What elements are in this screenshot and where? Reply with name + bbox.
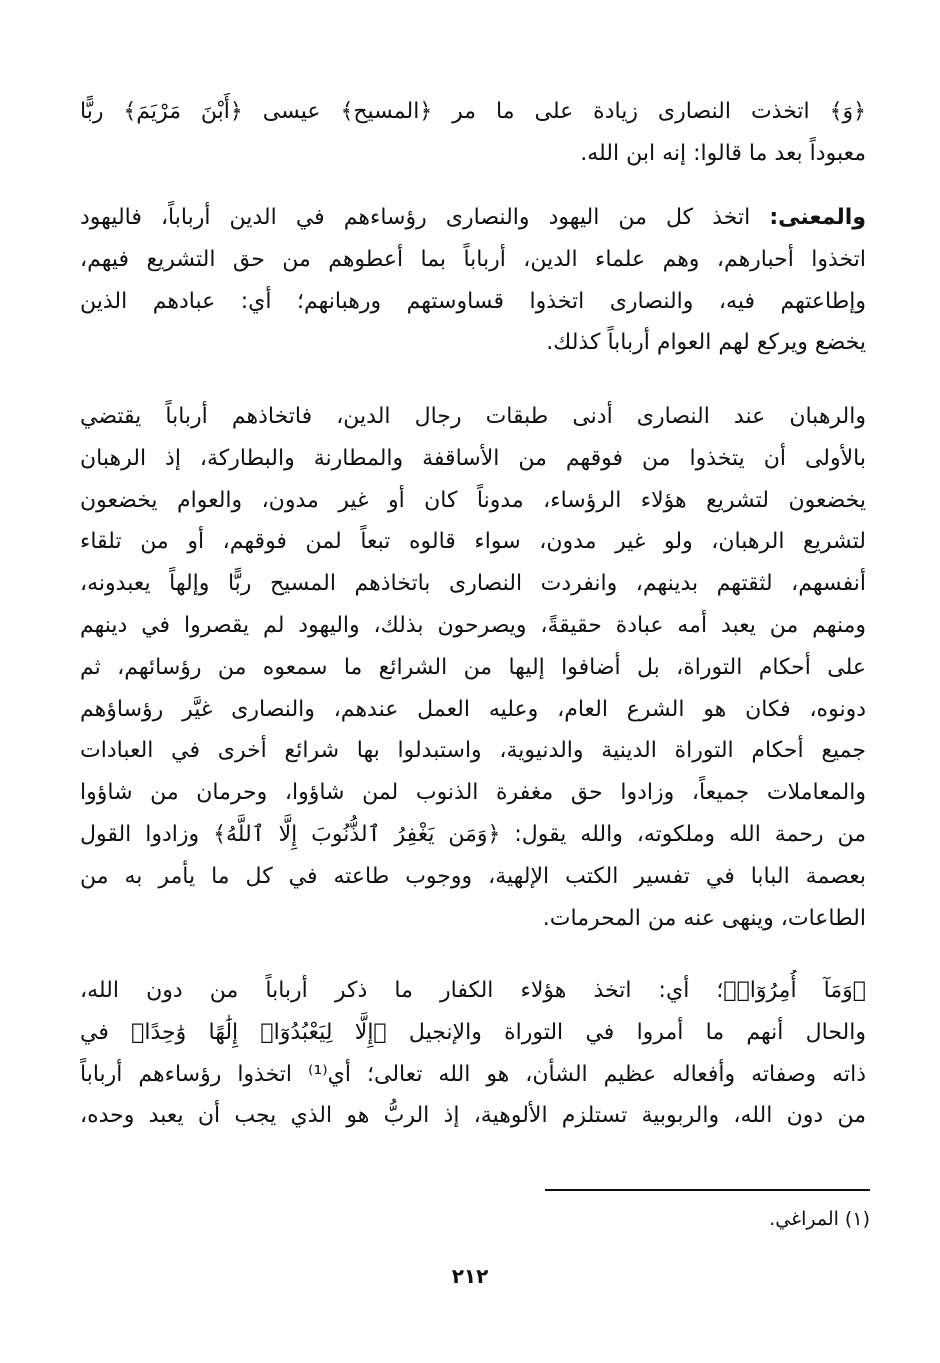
text-line: ﴿وَمَآ أُمِرُوٓا۟﴾؛ أي: اتخذ هؤلاء الكفار ما ذكر أرباباً من دون الله، [80,978,866,1003]
text-line: الطاعات، وينهى عنه من المحرمات. [542,905,866,931]
text-line: والرهبان عند النصارى أدنى طبقات رجال الدين، فاتخاذهم أرباباً يقتضي [80,404,866,429]
text-line: ومنهم من يعبد أمه عبادة حقيقةً، ويصرحون بذلك، واليهود لم يقصروا في دينهم [80,612,866,638]
footnote-divider [545,1189,870,1191]
text-line: دونوه، فكان هو الشرع العام، وعليه العمل عندهم، والنصارى غيَّر رؤساؤهم [80,696,866,722]
text-line: اتخذوا أحبارهم، وهم علماء الدين، أرباباً بما أعطوهم من حق التشريع فيهم، [80,246,866,272]
text-line: ذاته وصفاته وأفعاله عظيم الشأن، هو الله تعالى؛ أي⁽¹⁾ اتخذوا رؤساءهم أرباباً [80,1061,866,1087]
text-line: لتشريع الرهبان، ولو غير مدون، سواء قالوه تبعاً لمن فوقهم، أو من تلقاء [80,529,866,555]
text-line: على أحكام التوراة، بل أضافوا إليها من الشرائع ما سمعوه من رؤسائهم، ثم [80,654,866,680]
text-line: يخضعون لتشريع هؤلاء الرؤساء، مدوناً كان أو غير مدون، والعوام يخضعون [80,487,866,513]
paragraph-4 [80,970,866,1137]
text-line: والمعاملات جميعاً، وزادوا حق مغفرة الذنوب لمن شاؤوا، وحرمان من شاؤوا [80,780,866,806]
footnote: (١) المراغي. [769,1208,870,1230]
text-line: وإطاعتهم فيه، والنصارى اتخذوا قساوستهم ورهبانهم؛ أي: عبادهم الذين [80,288,866,314]
page-number: ٢١٢ [451,1264,489,1288]
text-line: والحال أنهم ما أمروا في التوراة والإنجيل ﴿إِلَّا لِيَعْبُدُوٓا۟ إِلَٰهًا وَٰحِدًا﴾ في [80,1019,866,1045]
text-line: يخضع ويركع لهم العوام أرباباً كذلك. [546,330,866,356]
text-line: بالأولى أن يتخذوا من فوقهم من الأساقفة والمطارنة والبطاركة، إذ الرهبان [80,445,866,471]
text-line: معبوداً بعد ما قالوا: إنه ابن الله. [580,140,866,166]
text-run: اتخذ كل من اليهود والنصارى رؤساءهم في الدين أرباباً، فاليهود [80,205,770,230]
text-line: جميع أحكام التوراة الدينية والدنيوية، واستبدلوا بها شرائع أخرى في العبادات [80,738,866,764]
text-line: ﴿وَ﴾ اتخذت النصارى زيادة على ما مر ﴿المسيح﴾ عيسى ﴿أَبْنَ مَرْيَمَ﴾ ربًّا [80,99,866,124]
text-line: من دون الله، والربوبية تستلزم الألوهية، إذ الربُّ هو الذي يجب أن يعبد وحده، [80,1103,866,1129]
paragraph-lead: والمعنى: [769,205,866,230]
text-line [80,197,866,239]
text-line: أنفسهم، لثقتهم بدينهم، وانفردت النصارى باتخاذهم المسيح ربًّا وإلهاً يعبدونه، [80,571,866,597]
paragraph-2 [80,197,866,364]
text-line: بعصمة البابا في تفسير الكتب الإلهية، ووجوب طاعته في كل ما يأمر به من [80,863,866,889]
paragraph-3 [80,396,866,939]
paragraph-1 [80,91,866,175]
text-line: من رحمة الله وملكوته، والله يقول: ﴿وَمَن يَغْفِرُ ٱلذُّنُوبَ إِلَّا ٱللَّهُ﴾ وزادوا القول [80,821,866,847]
